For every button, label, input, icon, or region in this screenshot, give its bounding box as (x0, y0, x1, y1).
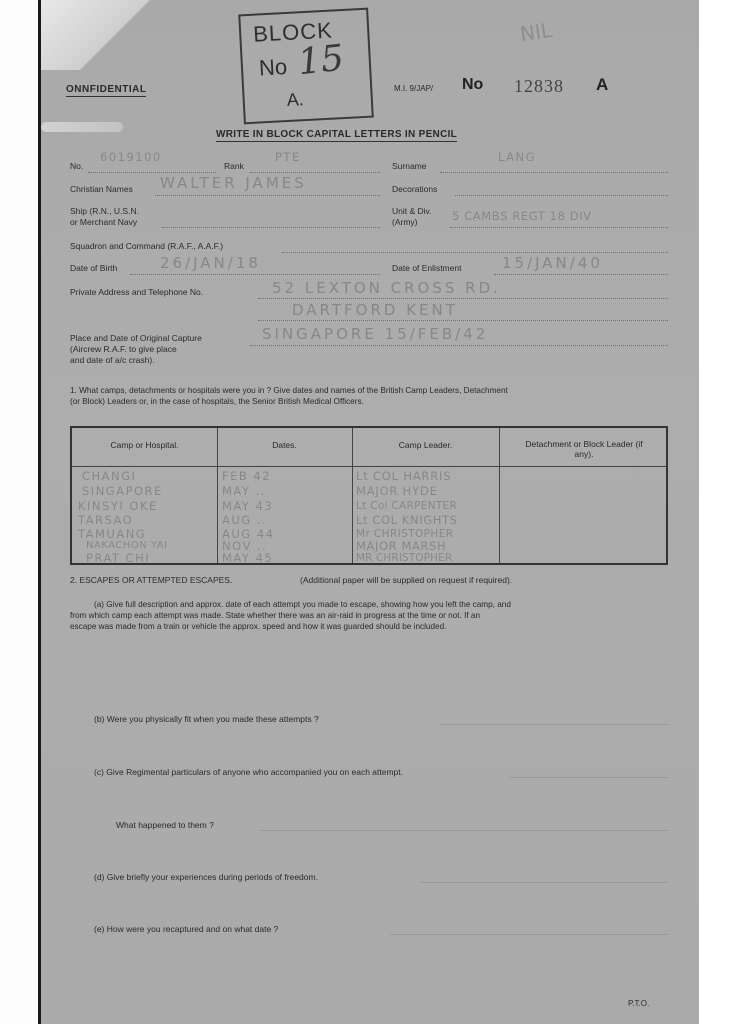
scan-left-margin (0, 0, 41, 1024)
table-cell-date: MAY 43 (222, 499, 274, 513)
table-cell-camp: PRAT CHI (86, 551, 151, 565)
table-cell-camp: SINGAPORE (82, 484, 163, 498)
table-header-dates: Dates. (272, 440, 297, 450)
address-line-1 (258, 298, 668, 299)
dob-line (130, 274, 380, 275)
table-cell-leader: MR CHRISTOPHER (356, 552, 453, 564)
form-number: 12838 (514, 76, 564, 96)
rank-label: Rank (224, 161, 244, 171)
table-header-camp: Camp or Hospital. (110, 440, 179, 450)
capture-label-3: and date of a/c crash). (70, 355, 155, 365)
unit-line (450, 227, 668, 228)
section2-b: (b) Were you physically fit when you made these attempts ? (94, 714, 319, 724)
section2-d: (d) Give briefly your experiences during periods of freedom. (94, 872, 318, 882)
camp-table (70, 426, 668, 565)
ship-label-2: or Merchant Navy (70, 217, 138, 227)
section2-e-line (390, 934, 668, 935)
stamp-no-text: No (258, 54, 288, 81)
table-cell-leader: Lt COL HARRIS (356, 469, 452, 483)
section2-note: (Additional paper will be supplied on request if required). (300, 575, 513, 585)
table-cell-camp: TAMUANG (78, 527, 147, 541)
unit-label-2: (Army) (392, 217, 418, 227)
form-suffix: A (596, 75, 609, 94)
ship-label-1: Ship (R.N., U.S.N. (70, 206, 139, 216)
section2-a-line-2: from which camp each attempt was made. State whether there was an air-raid in progress at the time or not. If an (70, 611, 481, 620)
section2-c: (c) Give Regimental particulars of anyone who accompanied you on each attempt. (94, 767, 403, 777)
christian-names-label: Christian Names (70, 184, 133, 194)
section2-b-line (440, 724, 668, 725)
scan-right-margin (699, 0, 739, 1024)
no-value: 6019100 (100, 150, 162, 164)
table-cell-leader: MAJOR MARSH (356, 539, 447, 553)
section2-title: 2. ESCAPES OR ATTEMPTED ESCAPES. (70, 575, 233, 585)
table-header-divider (72, 466, 666, 467)
pto-label: P.T.O. (628, 999, 650, 1008)
table-cell-date: FEB 42 (222, 469, 272, 483)
no-line (88, 172, 216, 173)
decorations-line (455, 195, 668, 196)
table-cell-date: NOV .. (222, 539, 268, 553)
table-cell-camp: TARSAO (78, 513, 134, 527)
section2-a-line-3: escape was made from a train or vehicle the approx. speed and how it was guarded should be included. (70, 622, 447, 631)
section1-question-2: (or Block) Leaders or, in the case of hospitals, the Senior British Medical Officers. (70, 397, 364, 406)
section2-e: (e) How were you recaptured and on what date ? (94, 924, 279, 934)
table-col-divider (499, 428, 500, 563)
rank-value: PTE (275, 150, 301, 164)
section2-c-sub-line (260, 830, 668, 831)
stamp-handwritten-number: 15 (295, 37, 346, 84)
address-value-1: 52 LEXTON CROSS RD. (272, 279, 501, 297)
stamp-letter-text: A. (286, 89, 305, 111)
section2-c-sub: What happened to them ? (116, 820, 214, 830)
section2-a-line-1: (a) Give full description and approx. date of each attempt you made to escape, showing how you left the camp, and (94, 600, 511, 609)
table-cell-date: AUG .. (222, 513, 268, 527)
unit-label-1: Unit & Div. (392, 206, 432, 216)
section2-c-line (510, 777, 668, 778)
stamp-block-text: BLOCK (252, 17, 334, 47)
table-cell-date: AUG 44 (222, 527, 275, 541)
table-cell-leader: Lt Col CARPENTER (356, 500, 458, 512)
classification-label: ONNFIDENTIAL (66, 84, 147, 95)
enlistment-value: 15/JAN/40 (502, 254, 603, 272)
address-line-2 (258, 320, 668, 321)
table-cell-camp: CHANGI (82, 469, 137, 483)
table-cell-leader: MAJOR HYDE (356, 484, 438, 498)
squadron-line (282, 252, 668, 253)
enlistment-label: Date of Enlistment (392, 263, 462, 273)
address-label: Private Address and Telephone No. (70, 287, 204, 297)
instruction-heading: WRITE IN BLOCK CAPITAL LETTERS IN PENCIL (216, 129, 458, 140)
rank-line (250, 172, 380, 173)
unit-value: 5 CAMBS REGT 18 DIV (452, 209, 592, 223)
form-code: M.I. 9/JAP/ (394, 84, 434, 93)
table-header-leader: Camp Leader. (398, 440, 453, 450)
section2-d-line (420, 882, 668, 883)
section1-question-1: 1. What camps, detachments or hospitals were you in ? Give dates and names of the British Camp Leaders, Detachment (70, 386, 508, 395)
surname-line (440, 172, 668, 173)
surname-label: Surname (392, 161, 427, 171)
christian-names-value: WALTER JAMES (160, 174, 307, 192)
folded-corner (41, 0, 151, 70)
dob-label: Date of Birth (70, 263, 118, 273)
ship-line (162, 227, 380, 228)
no-label: No. (70, 161, 84, 171)
table-header-detachment: Detachment or Block Leader (if any). (525, 439, 643, 460)
capture-label-2: (Aircrew R.A.F. to give place (70, 344, 177, 354)
enlistment-line (494, 274, 668, 275)
table-cell-camp: KINSYI OKE (78, 499, 158, 513)
christian-names-line (155, 195, 380, 196)
capture-label-1: Place and Date of Original Capture (70, 333, 202, 343)
table-cell-date: MAY .. (222, 484, 266, 498)
table-cell-leader: Lt COL KNIGHTS (356, 513, 458, 527)
squadron-label: Squadron and Command (R.A.F., A.A.F.) (70, 241, 224, 251)
form-number-label: No (462, 76, 484, 93)
dob-value: 26/JAN/18 (160, 254, 261, 272)
table-cell-leader: Mr CHRISTOPHER (356, 528, 454, 540)
paper-clip-mark (41, 122, 123, 132)
capture-value: SINGAPORE 15/FEB/42 (262, 325, 489, 343)
table-cell-date: MAY 45 (222, 551, 274, 565)
decorations-label: Decorations (392, 184, 438, 194)
table-cell-camp: NAKACHON YAI (86, 540, 168, 551)
surname-value: LANG (498, 150, 537, 164)
pencil-annotation: NIL (518, 17, 554, 47)
capture-line (250, 345, 668, 346)
address-value-2: DARTFORD KENT (292, 301, 458, 319)
